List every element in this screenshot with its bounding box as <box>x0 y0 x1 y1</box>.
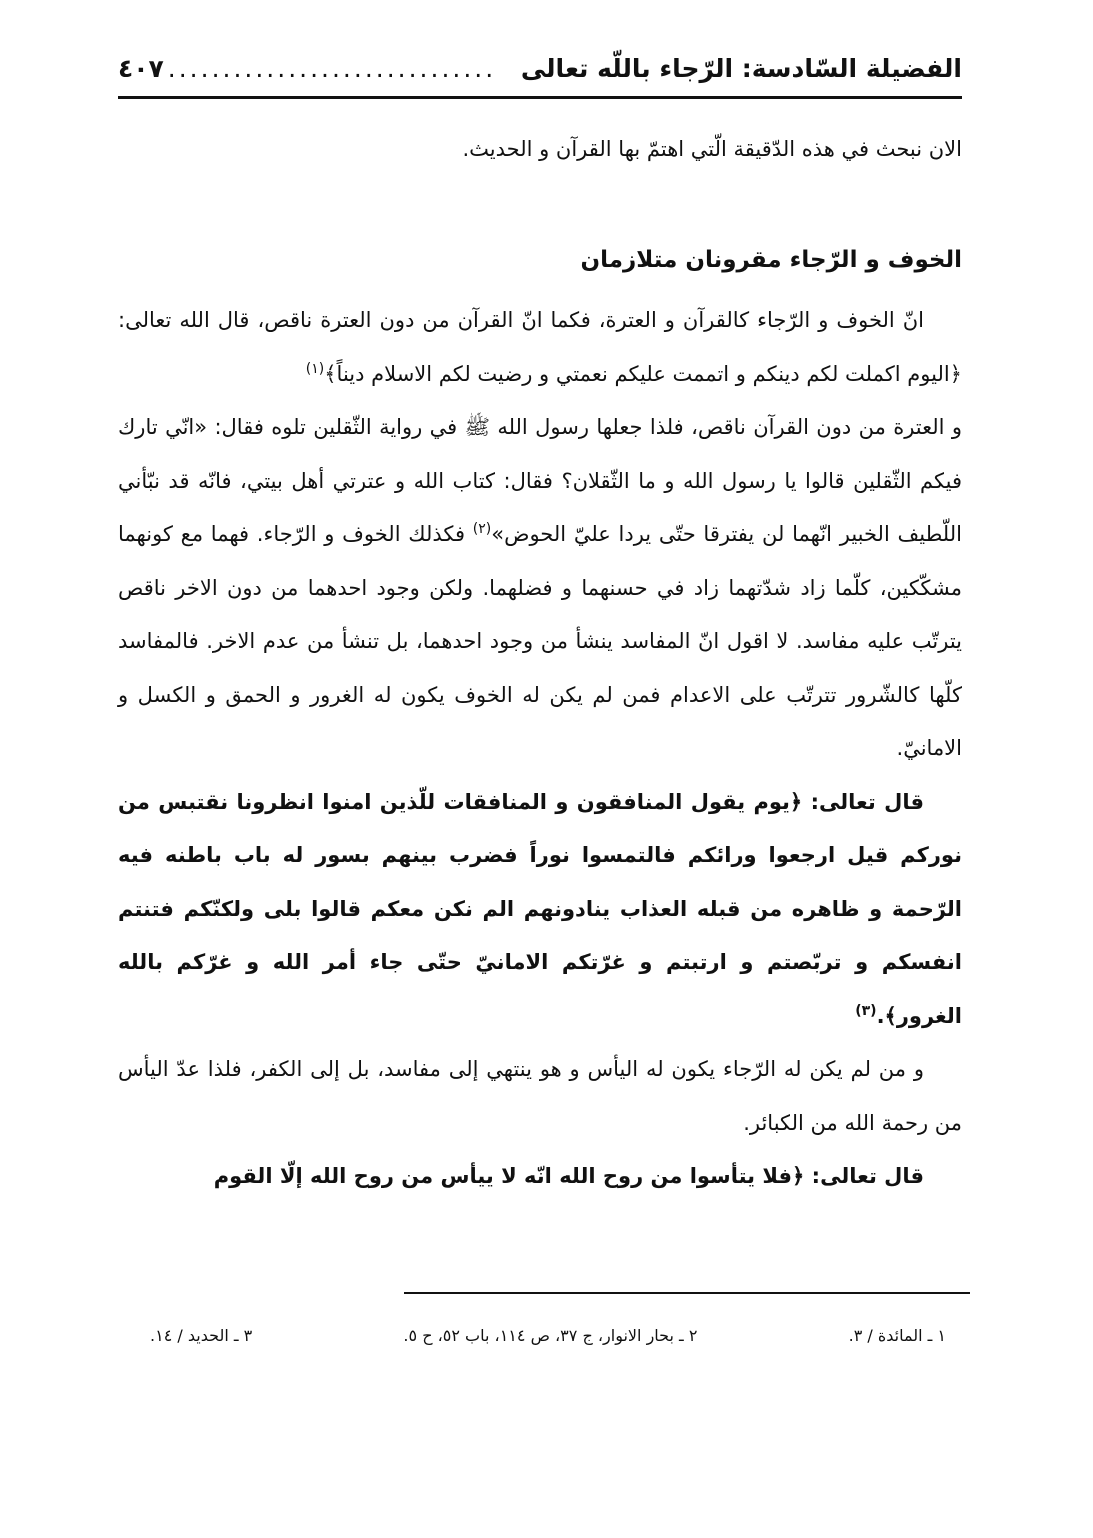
dot-leader: .............................. <box>167 53 497 83</box>
paragraph-text: فكذلك الخوف و الرّجاء. فهما مع كونهما مشكّكين، كلّما زاد شدّتهما زاد في حسنهما و فضلهما. ولكن وجود احدهما من دون الاخر ناقص يترتّب عليه مفاسد. لا اقول انّ المفاسد ينشأ من وجود احدهما، بل تنشأ من عدم الاخر. فالمفاسد كلّها كالشّرور تترتّب على الاعدام فمن لم يكن له الخوف يكون له الغرور و الحمق و الكسل و الامانيّ. <box>118 522 962 760</box>
running-header <box>118 42 962 94</box>
quran-quote <box>118 776 962 1044</box>
chapter-title: الفضيلة السّادسة: الرّجاء باللّه تعالى <box>520 53 962 83</box>
page-number: ٤٠٧ <box>118 53 164 83</box>
footnote-ref: (٣) <box>855 1002 877 1019</box>
paragraph <box>118 1043 962 1150</box>
footnote-2: ٢ ـ بحار الانوار، ج ٣٧، ص ١١٤، باب ٥٢، ح ٥. <box>403 1326 698 1345</box>
quran-quote <box>118 1150 962 1204</box>
header-rule <box>118 96 962 99</box>
footnote-ref: (١) <box>305 360 325 377</box>
paragraph-text: قال تعالى: ﴿فلا يتأسوا من روح الله انّه لا ييأس من روح الله إلّا القوم <box>213 1164 924 1188</box>
footnote-rule <box>404 1292 970 1294</box>
footnotes <box>150 1318 946 1354</box>
footnote-3: ٣ ـ الحديد / ١٤. <box>150 1326 253 1345</box>
paragraph <box>118 401 962 776</box>
footnote-1: ١ ـ المائدة / ٣. <box>848 1326 946 1345</box>
intro-line: الان نبحث في هذه الدّقيقة الّتي اهتمّ بها القرآن و الحديث. <box>462 137 962 161</box>
paragraph-text: قال تعالى: ﴿يوم يقول المنافقون و المنافقات للّذين امنوا انظرونا نقتبس من نوركم قيل ارجعوا ورائكم فالتمسوا نوراً فضرب بينهم بسور له باب باطنه فيه الرّحمة و ظاهره من قبله العذاب ينادونهم الم نكن معكم قالوا بلى ولكنّكم فتنتم انفسكم و تربّصتم و ارتبتم و غرّتكم الامانيّ حتّى جاء أمر الله و غرّكم بالله الغرور﴾. <box>118 789 962 1028</box>
paragraph-text: انّ الخوف و الرّجاء كالقرآن و العترة، فكما انّ القرآن من دون العترة ناقص، قال الله تعالى: ﴿اليوم اكملت لكم دينكم و اتممت عليكم نعمتي و رضيت لكم الاسلام ديناً﴾ <box>118 308 962 386</box>
paragraph <box>118 294 962 401</box>
paragraph-text: و من لم يكن له الرّجاء يكون له اليأس و هو ينتهي إلى مفاسد، بل إلى الكفر، فلذا عدّ اليأس من رحمة الله من الكبائر. <box>118 1057 962 1135</box>
paragraph-text: و العترة من دون القرآن ناقص، فلذا جعلها رسول الله ﷺ في رواية الثّقلين تلوه فقال: «انّي تارك فيكم الثّقلين قالوا يا رسول الله و ما الثّقلان؟ فقال: كتاب الله و عترتي أهل بيتي، فانّه قد نبّأني اللّطيف الخبير انّهما لن يفترقا حتّى يردا عليّ الحوض» <box>118 415 962 546</box>
body-text <box>118 294 962 1204</box>
section-heading: الخوف و الرّجاء مقرونان متلازمان <box>580 247 962 273</box>
footnote-ref: (٢) <box>472 521 492 537</box>
